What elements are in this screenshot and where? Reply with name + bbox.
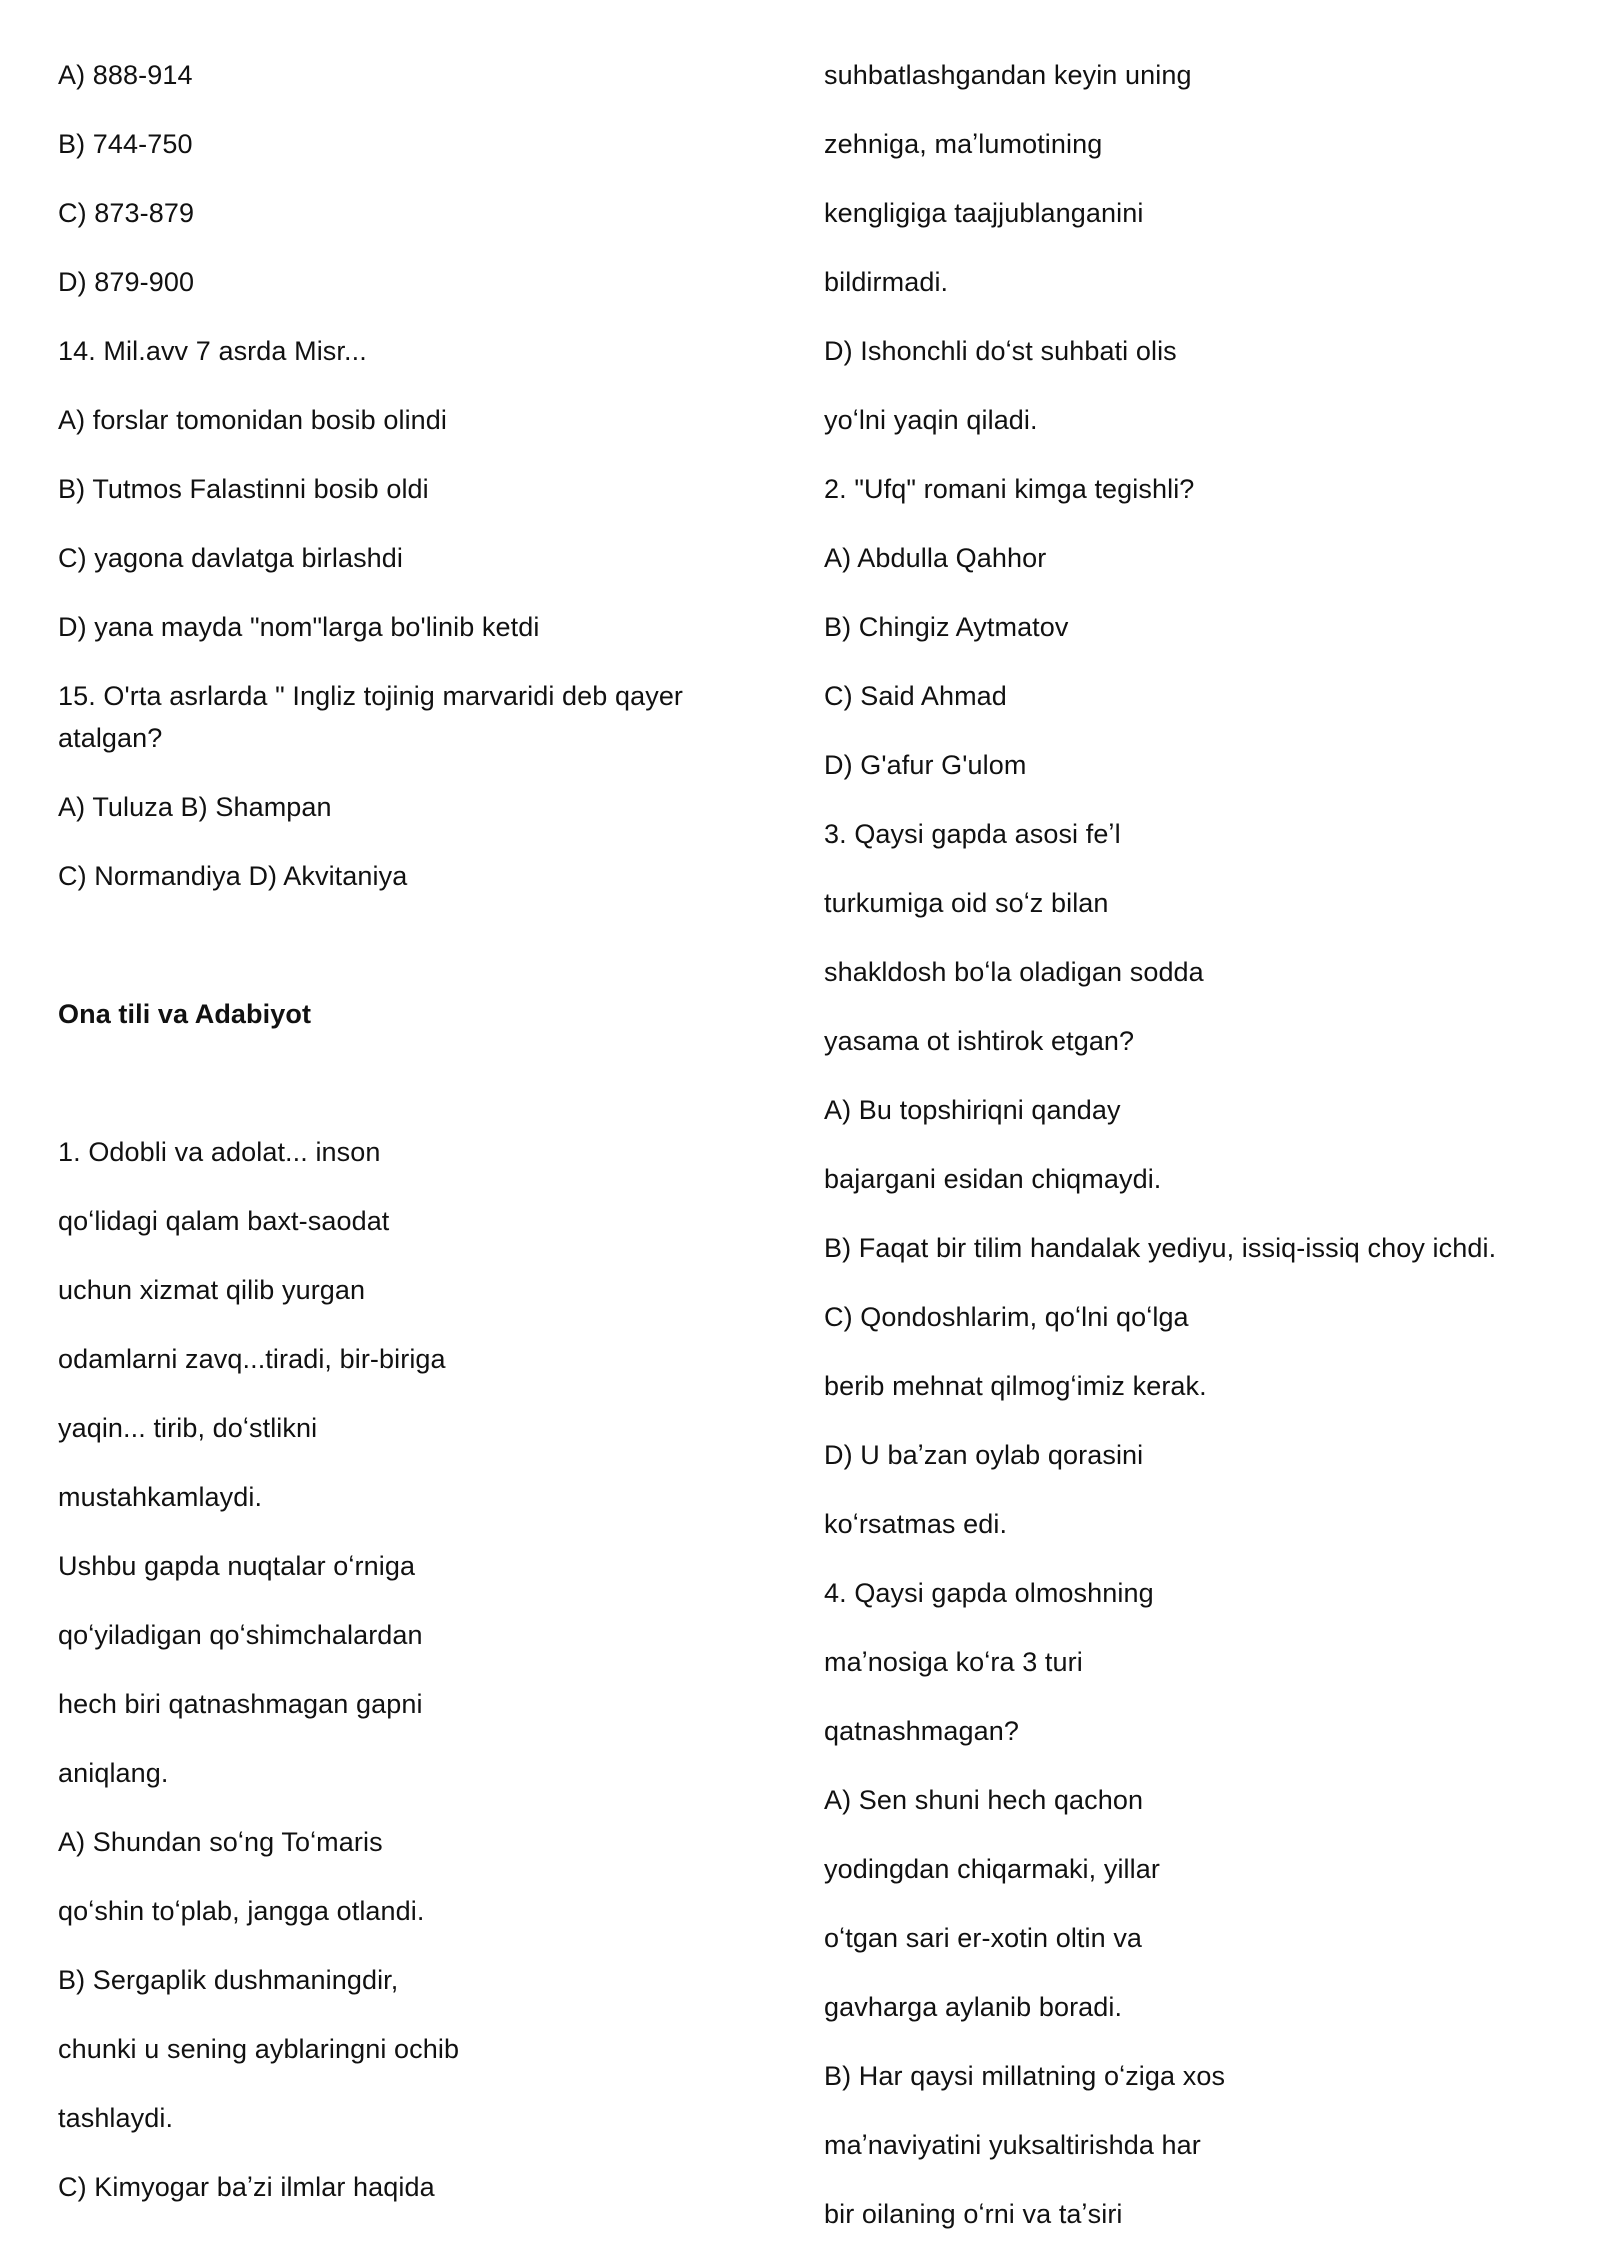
question-text: aniqlang.	[58, 1758, 169, 1788]
answer-option: B) 744-750	[58, 129, 193, 159]
answer-option: kengligiga taajjublanganini	[824, 198, 1144, 228]
answer-option: B) Tutmos Falastinni bosib oldi	[58, 474, 429, 504]
question-text: qoʻlidagi qalam baxt-saodat	[58, 1206, 390, 1236]
answer-option: D) U baʼzan oylab qorasini	[824, 1440, 1144, 1470]
answer-option: bajargani esidan chiqmaydi.	[824, 1164, 1162, 1194]
answer-option: A) Abdulla Qahhor	[824, 543, 1047, 573]
answer-option: qoʻshin toʻplab, jangga otlandi.	[58, 1896, 425, 1926]
answer-option: C) Normandiya D) Akvitaniya	[58, 861, 408, 891]
answer-option: B) Sergaplik dushmaningdir,	[58, 1965, 399, 1995]
answer-option: yoʻlni yaqin qiladi.	[824, 405, 1038, 435]
answer-option: D) G'afur G'ulom	[824, 750, 1027, 780]
answer-option: A) Tuluza B) Shampan	[58, 792, 332, 822]
answer-option: suhbatlashgandan keyin uning	[824, 60, 1192, 90]
answer-option: D) yana mayda "nom"larga bo'linib ketdi	[58, 612, 540, 642]
question-text: qatnashmagan?	[824, 1716, 1019, 1746]
question-text: 1. Odobli va adolat... inson	[58, 1137, 381, 1167]
answer-option: tashlaydi.	[58, 2103, 174, 2133]
question-text: maʼnosiga koʻra 3 turi	[824, 1647, 1083, 1677]
question-text: turkumiga oid soʻz bilan	[824, 888, 1109, 918]
question-text: hech biri qatnashmagan gapni	[58, 1689, 423, 1719]
answer-option: A) Shundan soʻng Toʻmaris	[58, 1827, 383, 1857]
answer-option: bir oilaning oʻrni va taʼsiri	[824, 2199, 1123, 2229]
answer-option: zehniga, maʼlumotining	[824, 129, 1103, 159]
question-text: mustahkamlaydi.	[58, 1482, 263, 1512]
answer-option: A) 888-914	[58, 60, 193, 90]
answer-option: oʻtgan sari er-xotin oltin va	[824, 1923, 1143, 1953]
question-text: yaqin... tirib, doʻstlikni	[58, 1413, 318, 1443]
question-text: 3. Qaysi gapda asosi feʼl	[824, 819, 1121, 849]
question-text: odamlarni zavq...tiradi, bir-biriga	[58, 1344, 446, 1374]
answer-option: koʻrsatmas edi.	[824, 1509, 1008, 1539]
question-text: yasama ot ishtirok etgan?	[824, 1026, 1135, 1056]
question-text: 2. "Ufq" romani kimga tegishli?	[824, 474, 1195, 504]
question-text: qoʻyiladigan qoʻshimchalardan	[58, 1620, 423, 1650]
answer-option: B) Har qaysi millatning oʻziga xos	[824, 2061, 1226, 2091]
section-heading: Ona tili va Adabiyot	[58, 999, 312, 1029]
question-text: shakldosh boʻla oladigan sodda	[824, 957, 1204, 987]
question-text: uchun xizmat qilib yurgan	[58, 1275, 366, 1305]
answer-option: A) Sen shuni hech qachon	[824, 1785, 1144, 1815]
answer-option: C) Kimyogar baʼzi ilmlar haqida	[58, 2172, 435, 2202]
answer-option: maʼnaviyatini yuksaltirishda har	[824, 2130, 1201, 2160]
question-text: 4. Qaysi gapda olmoshning	[824, 1578, 1154, 1608]
answer-option: A) Bu topshiriqni qanday	[824, 1095, 1121, 1125]
answer-option: gavharga aylanib boradi.	[824, 1992, 1123, 2022]
question-text: atalgan?	[58, 723, 163, 753]
answer-option: C) yagona davlatga birlashdi	[58, 543, 404, 573]
question-text: 15. O'rta asrlarda " Ingliz tojinig marvaridi deb qayer	[58, 681, 684, 711]
answer-option: B) Chingiz Aytmatov	[824, 612, 1069, 642]
answer-option: A) forslar tomonidan bosib olindi	[58, 405, 447, 435]
answer-option: D) Ishonchli doʻst suhbati olis	[824, 336, 1177, 366]
answer-option: C) Said Ahmad	[824, 681, 1007, 711]
answer-option: yodingdan chiqarmaki, yillar	[824, 1854, 1160, 1884]
answer-option: C) Qondoshlarim, qoʻlni qoʻlga	[824, 1302, 1189, 1332]
question-text: 14. Mil.avv 7 asrda Misr...	[58, 336, 367, 366]
answer-option: berib mehnat qilmogʻimiz kerak.	[824, 1371, 1207, 1401]
answer-option: D) 879-900	[58, 267, 195, 297]
answer-option: C) 873-879	[58, 198, 195, 228]
answer-option: bildirmadi.	[824, 267, 949, 297]
answer-option: chunki u sening ayblaringni ochib	[58, 2034, 460, 2064]
answer-option: B) Faqat bir tilim handalak yediyu, issiq-issiq choy ichdi.	[824, 1233, 1497, 1263]
question-text: Ushbu gapda nuqtalar oʻrniga	[58, 1551, 416, 1581]
